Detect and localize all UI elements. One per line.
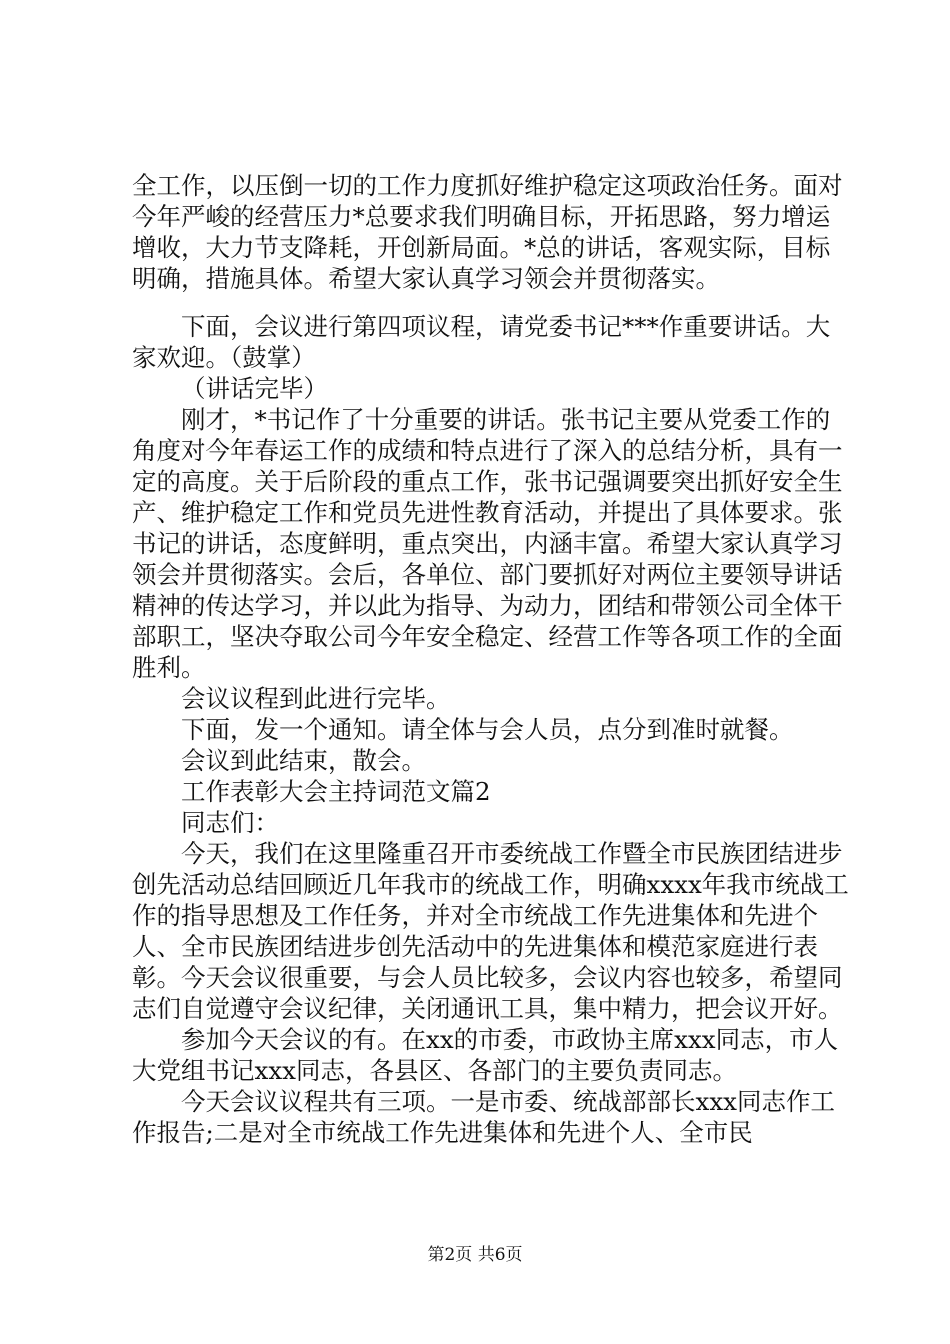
paragraph-attendees: 参加今天会议的有。在xx的市委，市政协主席xxx同志，市人大党组书记xxx同志，各县区、各部门的主要负责同志。 xyxy=(132,1025,839,1085)
page-footer: 第2页 共6页 xyxy=(427,1245,523,1265)
paragraph-notice: 下面，发一个通知。请全体与会人员，点分到准时就餐。 xyxy=(181,715,794,744)
paragraph-secretary-summary: 刚才，*书记作了十分重要的讲话。张书记主要从党委工作的角度对今年春运工作的成绩和特点进行了深入的总结分析，具有一定的高度。关于后阶段的重点工作，张书记强调要突出抓好安全生产、维护稳定工作和党员先进性教育活动，并提出了具体要求。张书记的讲话，态度鲜明，重点突出，内涵丰富。希望大家认真学习领会并贯彻落实。会后，各单位、部门要抓好对两位主要领导讲话精神的传达学习，并以此为指导、为动力，团结和带领公司全体干部职工，坚决夺取公司今年安全稳定、经营工作等各项工作的全面胜利。 xyxy=(132,405,843,682)
paragraph-continuation: 全工作，以压倒一切的工作力度抓好维护稳定这项政治任务。面对今年严峻的经营压力*总要求我们明确目标，开拓思路，努力增运增收，大力节支降耗，开创新局面。*总的讲话，客观实际，目标明确，措施具体。希望大家认真学习领会并贯彻落实。 xyxy=(132,171,843,293)
document-body xyxy=(132,170,852,1148)
section-heading: 工作表彰大会主持词范文篇2 xyxy=(181,777,491,806)
paragraph-fourth-agenda: 下面，会议进行第四项议程，请党委书记***作重要讲话。大家欢迎。（鼓掌） xyxy=(132,312,831,372)
paragraph-agenda-items: 今天会议议程共有三项。一是市委、统战部部长xxx同志作工作报告;二是对全市统战工作先进集体和先进个人、全市民 xyxy=(132,1087,835,1147)
paragraph-greeting: 同志们： xyxy=(181,808,279,837)
paragraph-opening: 今天，我们在这里隆重召开市委统战工作暨全市民族团结进步创先活动总结回顾近几年我市的统战工作，明确xxxx年我市统战工作的指导思想及工作任务，并对全市统战工作先进集体和先进个人、全市民族团结进步创先活动中的先进集体和模范家庭进行表彰。今天会议很重要，与会人员比较多，会议内容也较多，希望同志们自觉遵守会议纪律，关闭通讯工具，集中精力，把会议开好。 xyxy=(132,839,849,1023)
paragraph-speech-finished: （讲话完毕） xyxy=(181,374,328,403)
paragraph-meeting-end: 会议到此结束，散会。 xyxy=(181,746,426,775)
paragraph-agenda-complete: 会议议程到此进行完毕。 xyxy=(181,684,451,713)
